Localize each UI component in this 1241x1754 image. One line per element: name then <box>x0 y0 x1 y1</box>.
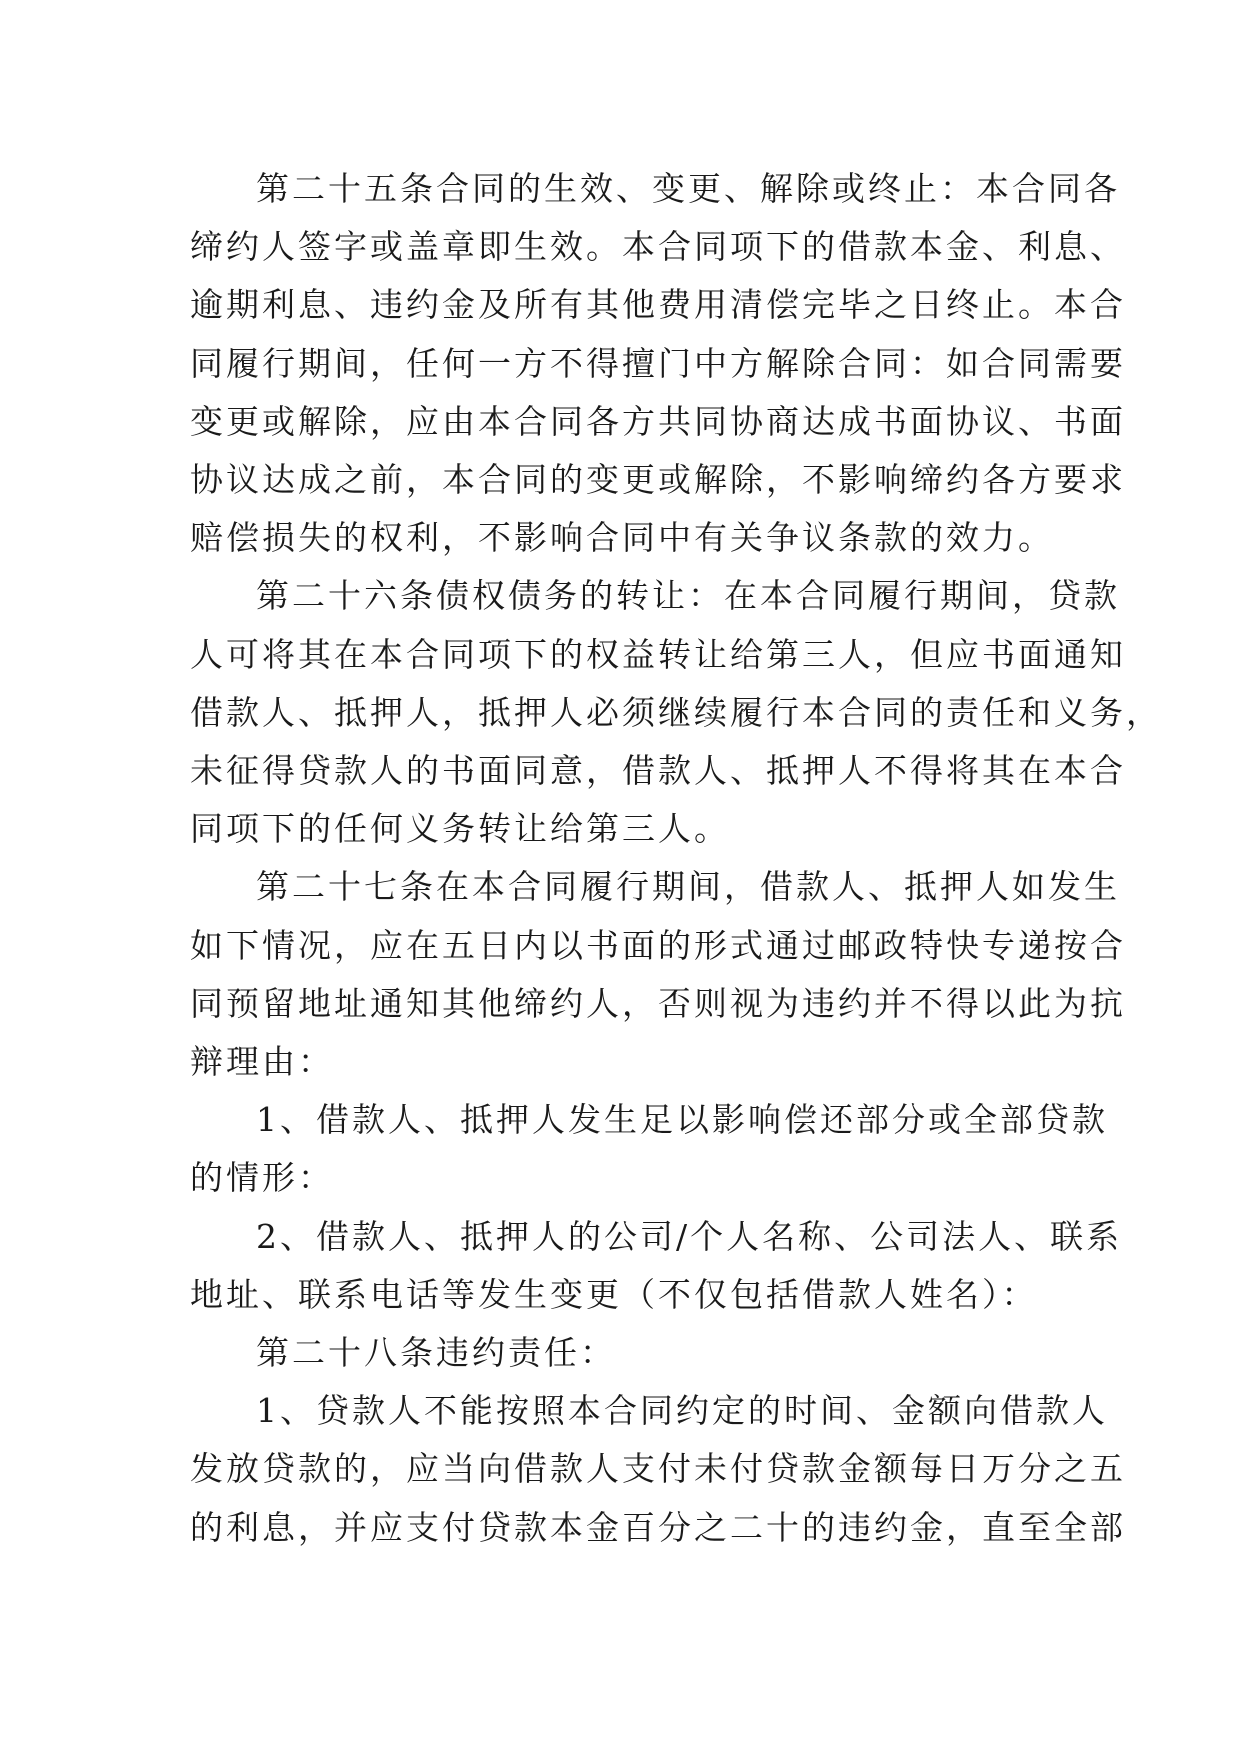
paragraph-line: 同项下的任何义务转让给第三人。 <box>190 809 730 849</box>
contract-paragraph <box>190 1324 1090 1382</box>
paragraph-line: 变更或解除，应由本合同各方共同协商达成书面协议、书面 <box>190 401 1126 441</box>
paragraph-line: 第二十八条违约责任： <box>256 1333 616 1373</box>
paragraph-line: 2、借款人、抵押人的公司/个人名称、公司法人、联系 <box>256 1216 1123 1256</box>
contract-paragraph <box>190 1382 1126 1557</box>
paragraph-line: 的利息，并应支付贷款本金百分之二十的违约金，直至全部 <box>190 1507 1126 1547</box>
paragraph-line: 发放贷款的，应当向借款人支付未付贷款金额每日万分之五 <box>190 1449 1126 1489</box>
paragraph-line: 第二十六条债权债务的转让：在本合同履行期间，贷款 <box>256 576 1120 616</box>
paragraph-line: 辩理由： <box>190 1042 334 1082</box>
paragraph-line: 逾期利息、违约金及所有其他费用清偿完毕之日终止。本合 <box>190 285 1126 325</box>
paragraph-line: 赔偿损失的权利，不影响合同中有关争议条款的效力。 <box>190 518 1054 558</box>
paragraph-line: 地址、联系电话等发生变更（不仅包括借款人姓名）： <box>190 1274 1038 1314</box>
paragraph-line: 1、借款人、抵押人发生足以影响偿还部分或全部贷款 <box>256 1100 1108 1140</box>
contract-paragraph <box>190 858 1126 1091</box>
paragraph-line: 1、贷款人不能按照本合同约定的时间、金额向借款人 <box>256 1391 1108 1431</box>
paragraph-line: 缔约人签字或盖章即生效。本合同项下的借款本金、利息、 <box>190 227 1126 267</box>
paragraph-line: 第二十七条在本合同履行期间，借款人、抵押人如发生 <box>256 867 1120 907</box>
paragraph-line: 第二十五条合同的生效、变更、解除或终止：本合同各 <box>256 169 1120 208</box>
paragraph-line: 同履行期间，任何一方不得擅门中方解除合同：如合同需要 <box>190 343 1126 383</box>
contract-paragraph <box>190 567 1162 858</box>
document-body <box>190 160 1162 1557</box>
paragraph-line: 人可将其在本合同项下的权益转让给第三人，但应书面通知 <box>190 634 1126 674</box>
paragraph-line: 借款人、抵押人，抵押人必须继续履行本合同的责任和义务， <box>190 692 1162 732</box>
contract-paragraph <box>190 1208 1123 1324</box>
contract-paragraph <box>190 1091 1108 1207</box>
paragraph-line: 同预留地址通知其他缔约人，否则视为违约并不得以此为抗 <box>190 983 1126 1023</box>
paragraph-line: 未征得贷款人的书面同意，借款人、抵押人不得将其在本合 <box>190 751 1126 791</box>
paragraph-line: 协议达成之前，本合同的变更或解除，不影响缔约各方要求 <box>190 460 1126 500</box>
paragraph-line: 的情形： <box>190 1158 334 1198</box>
contract-paragraph <box>190 160 1126 567</box>
paragraph-line: 如下情况，应在五日内以书面的形式通过邮政特快专递按合 <box>190 925 1126 965</box>
